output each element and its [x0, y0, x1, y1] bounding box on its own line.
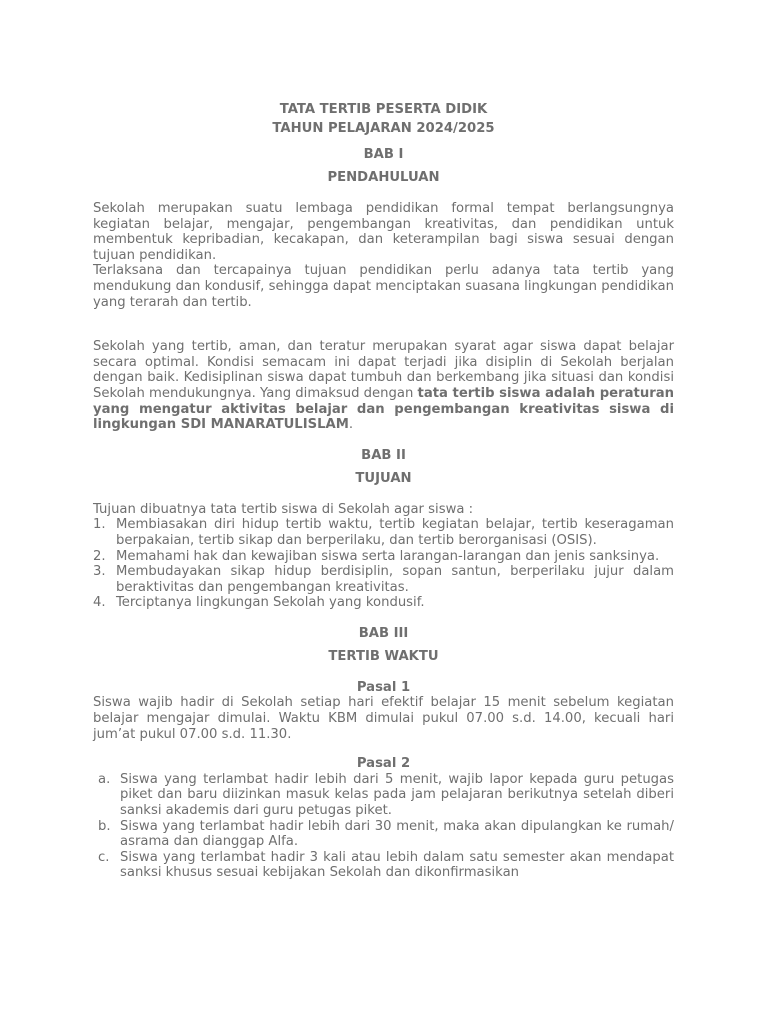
- list-item-letter: c.: [98, 849, 110, 865]
- title-line-1: TATA TERTIB PESERTA DIDIK: [279, 102, 488, 117]
- list-item: [93, 564, 674, 595]
- list-item-text: Memahami hak dan kewajiban siswa serta larangan-larangan dan jenis sanksinya.: [116, 548, 660, 564]
- document-body: [93, 100, 674, 881]
- document-title: [93, 100, 674, 138]
- list-item-number: 2.: [93, 548, 106, 564]
- bab1-paragraph-3-text: Sekolah yang tertib, aman, dan teratur merupakan syarat agar siswa dapat belajar secara optimal. Kondisi semacam ini dapat terjadi jika disiplin di Sekolah berjalan dengan baik. Kedisiplinan siswa dapat tumbuh dan berkembang jika situasi dan kondisi Sekolah mendukungnya. Yang dimaksud dengan: [93, 339, 674, 401]
- pasal1-heading: Pasal 1: [356, 679, 411, 695]
- bab3-subheading: TERTIB WAKTU: [328, 648, 439, 664]
- pasal2-heading: Pasal 2: [356, 756, 411, 772]
- list-item: [93, 772, 674, 819]
- list-item: [93, 850, 674, 881]
- bab1-paragraph-2: Terlaksana dan tercapainya tujuan pendidikan perlu adanya tata tertib yang mendukung dan kondusif, sehingga dapat menciptakan suasana lingkungan pendidikan yang terarah dan tertib.: [93, 263, 674, 310]
- list-item: [93, 549, 674, 565]
- bab2-intro: Tujuan dibuatnya tata tertib siswa di Sekolah agar siswa :: [93, 501, 474, 517]
- bab1-heading: BAB I: [363, 147, 404, 162]
- list-item-text: Terciptanya lingkungan Sekolah yang kondusif.: [116, 595, 425, 611]
- list-item-letter: a.: [98, 771, 111, 787]
- list-item-number: 1.: [93, 517, 106, 533]
- title-line-2: TAHUN PELAJARAN 2024/2025: [272, 121, 495, 136]
- list-item: [93, 595, 674, 611]
- list-item-text: Siswa yang terlambat hadir lebih dari 5 menit, wajib lapor kepada guru petugas piket dan baru diizinkan masuk kelas pada jam pelajaran berikutnya setelah diberi sanksi akademis dari guru petugas piket.: [120, 771, 674, 819]
- list-item-number: 4.: [93, 595, 106, 611]
- bab1-paragraph-1: Sekolah merupakan suatu lembaga pendidikan formal tempat berlangsungnya kegiatan belajar, mengajar, pengembangan kreativitas, dan pendidikan untuk membentuk kepribadian, kecakapan, dan keterampilan bagi siswa sesuai dengan tujuan pendidikan.: [93, 201, 674, 263]
- list-item-letter: b.: [98, 818, 111, 834]
- list-item-number: 3.: [93, 564, 106, 580]
- pasal2-list: [93, 772, 674, 881]
- list-item-text: Membudayakan sikap hidup berdisiplin, sopan santun, berperilaku jujur dalam beraktivitas dan pengembangan kreativitas.: [116, 564, 674, 595]
- list-item: [93, 517, 674, 548]
- bab1-paragraph-3-definition: tata tertib siswa adalah peraturan yang mengatur aktivitas belajar dan pengembangan kreativitas siswa di lingkungan SDI MANARATULISLAM: [93, 385, 674, 433]
- bab1-paragraph-3-end: .: [348, 417, 354, 433]
- list-item: [93, 819, 674, 850]
- list-item-text: Siswa yang terlambat hadir lebih dari 30 menit, maka akan dipulangkan ke rumah/ asrama dan dianggap Alfa.: [120, 818, 674, 850]
- list-item-text: Siswa yang terlambat hadir 3 kali atau lebih dalam satu semester akan mendapat sanksi khusus sesuai kebijakan Sekolah dan dikonfirmasikan: [120, 849, 674, 881]
- pasal1-text: Siswa wajib hadir di Sekolah setiap hari efektif belajar 15 menit sebelum kegiatan belajar mengajar dimulai. Waktu KBM dimulai pukul 07.00 s.d. 14.00, kecuali hari jum’at pukul 07.00 s.d. 11.30.: [93, 695, 674, 742]
- bab1-paragraph-3: [93, 339, 674, 433]
- bab3-heading: BAB III: [358, 625, 409, 641]
- bab2-subheading: TUJUAN: [355, 470, 412, 486]
- bab2-heading: BAB II: [361, 447, 406, 463]
- list-item-text: Membiasakan diri hidup tertib waktu, tertib kegiatan belajar, tertib keseragaman berpakaian, tertib sikap dan berperilaku, dan tertib berorganisasi (OSIS).: [116, 517, 674, 548]
- bab1-subheading: PENDAHULUAN: [327, 170, 440, 185]
- bab2-goal-list: [93, 517, 674, 611]
